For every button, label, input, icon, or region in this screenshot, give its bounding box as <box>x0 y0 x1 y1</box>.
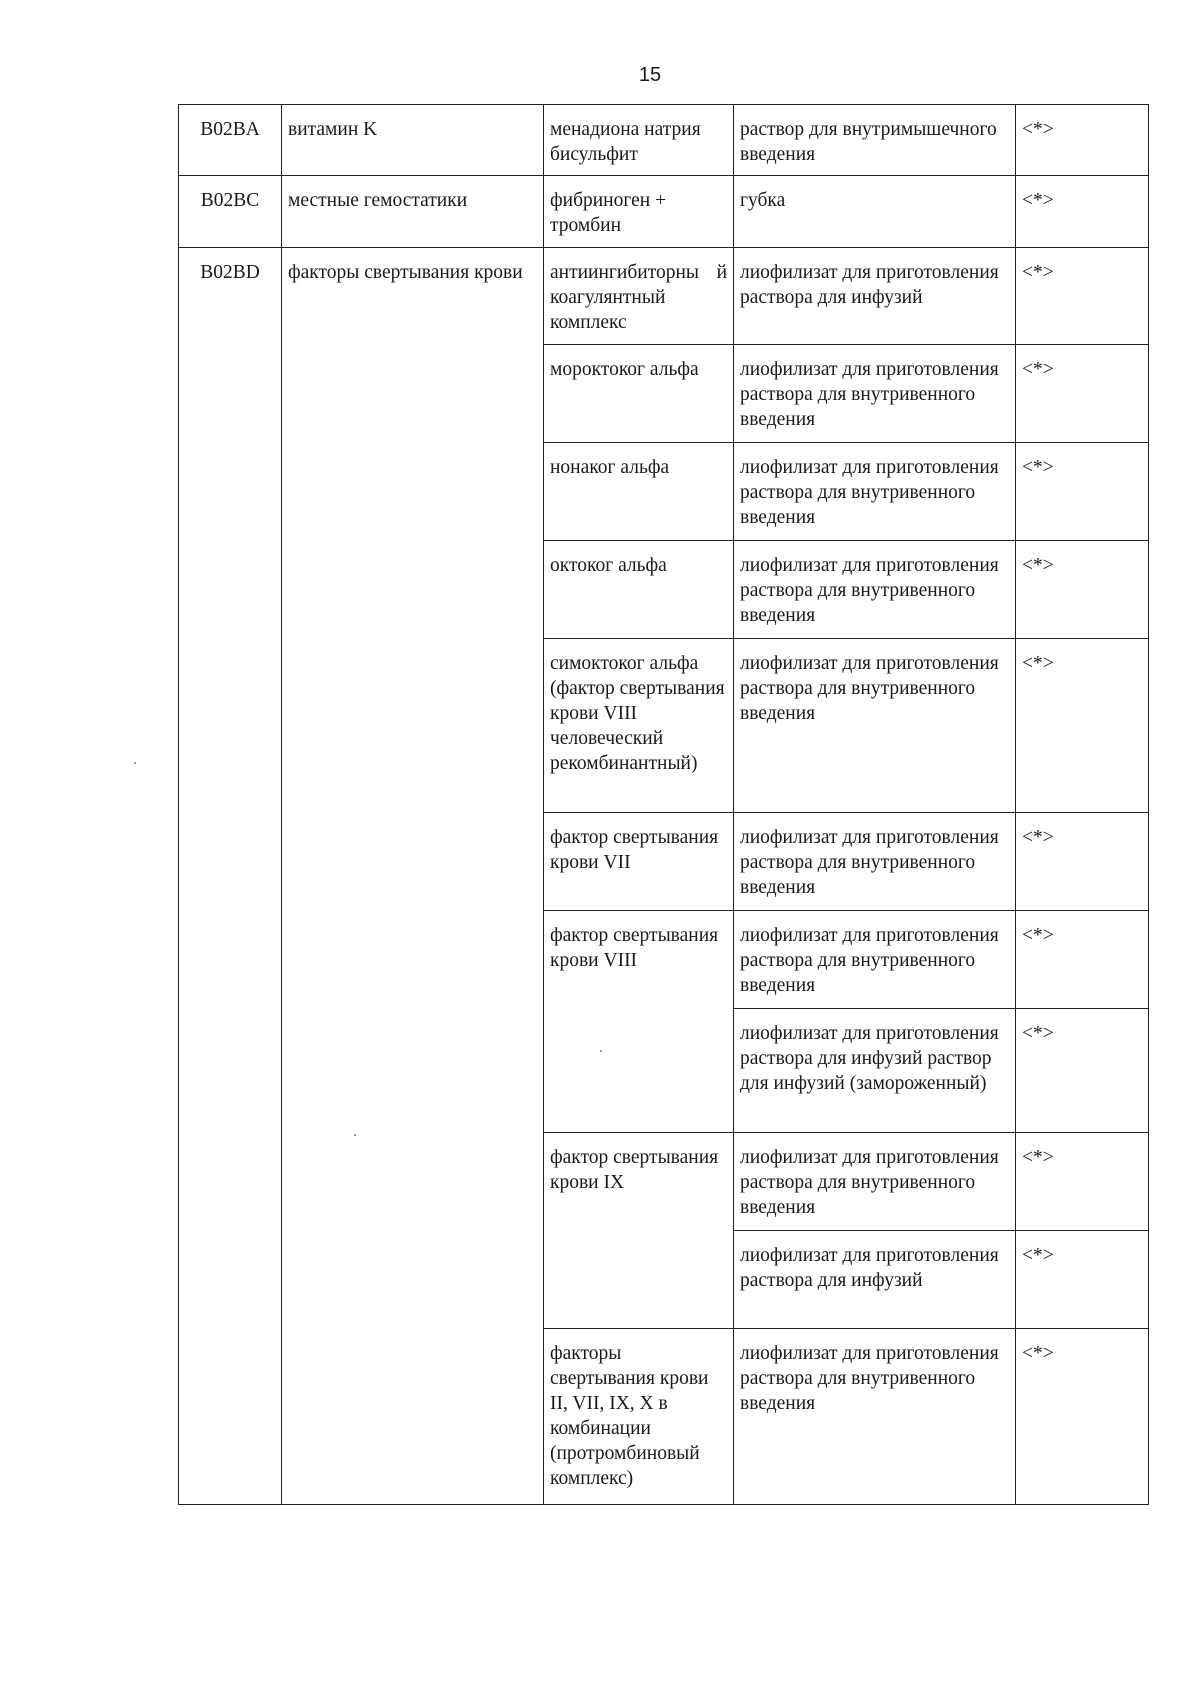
note-cell: <*> <box>1016 176 1149 248</box>
drug-name-cell: фактор свертывания крови VII <box>544 813 734 911</box>
table-row <box>179 176 1149 248</box>
group-cell: факторы свертывания крови <box>282 248 544 1505</box>
dosage-form-cell: лиофилизат для приготовления раствора для внутривенного введения <box>734 1329 1016 1505</box>
page-number: 15 <box>638 64 662 86</box>
note-cell: <*> <box>1016 1133 1149 1231</box>
note-cell: <*> <box>1016 911 1149 1009</box>
note-cell: <*> <box>1016 639 1149 813</box>
dosage-form-cell: лиофилизат для приготовления раствора для инфузий <box>734 1231 1016 1329</box>
dosage-form-cell: лиофилизат для приготовления раствора для внутривенного введения <box>734 443 1016 541</box>
group-cell: местные гемостатики <box>282 176 544 248</box>
note-cell: <*> <box>1016 1231 1149 1329</box>
dosage-form-cell: лиофилизат для приготовления раствора для инфузий <box>734 248 1016 345</box>
scan-speck <box>134 762 136 764</box>
dosage-form-cell: губка <box>734 176 1016 248</box>
note-cell: <*> <box>1016 1009 1149 1133</box>
dosage-form-cell: лиофилизат для приготовления раствора для внутривенного введения <box>734 813 1016 911</box>
drug-name-line: й коагулянтный <box>550 262 727 308</box>
note-cell: <*> <box>1016 248 1149 345</box>
dosage-form-cell: лиофилизат для приготовления раствора для инфузий раствор для инфузий (замороженный) <box>734 1009 1016 1133</box>
drug-name-cell: нонаког альфа <box>544 443 734 541</box>
drug-name-cell: фибриноген + тромбин <box>544 176 734 248</box>
note-cell: <*> <box>1016 105 1149 176</box>
atc-code-cell: B02BD <box>179 248 282 1505</box>
note-cell: <*> <box>1016 541 1149 639</box>
drug-name-cell: мороктоког альфа <box>544 345 734 443</box>
drug-name-cell: менадиона натрия бисульфит <box>544 105 734 176</box>
dosage-form-cell: лиофилизат для приготовления раствора для внутривенного введения <box>734 639 1016 813</box>
drug-name-cell: октоког альфа <box>544 541 734 639</box>
atc-code-cell: B02BA <box>179 105 282 176</box>
drug-name-line: комплекс <box>550 312 627 333</box>
dosage-form-cell: лиофилизат для приготовления раствора для внутривенного введения <box>734 345 1016 443</box>
drug-name-cell <box>544 248 734 345</box>
drug-name-line: антиингибиторны <box>550 262 700 283</box>
note-cell: <*> <box>1016 1329 1149 1505</box>
drug-name-cell: факторы свертывания крови II, VII, IX, X в комбинации (протромбиновый комплекс) <box>544 1329 734 1505</box>
drug-list-table <box>178 104 1149 1505</box>
table-row <box>179 105 1149 176</box>
dosage-form-cell: раствор для внутримышечного введения <box>734 105 1016 176</box>
drug-name-cell: симоктоког альфа (фактор свертывания крови VIII человеческий рекомбинантный) <box>544 639 734 813</box>
note-cell: <*> <box>1016 443 1149 541</box>
atc-code-cell: B02BC <box>179 176 282 248</box>
dosage-form-cell: лиофилизат для приготовления раствора для внутривенного введения <box>734 541 1016 639</box>
note-cell: <*> <box>1016 813 1149 911</box>
table-row <box>179 248 1149 345</box>
drug-name-cell: фактор свертывания крови IX <box>544 1133 734 1329</box>
group-cell: витамин K <box>282 105 544 176</box>
note-cell: <*> <box>1016 345 1149 443</box>
drug-name-cell: фактор свертывания крови VIII <box>544 911 734 1133</box>
dosage-form-cell: лиофилизат для приготовления раствора для внутривенного введения <box>734 911 1016 1009</box>
dosage-form-cell: лиофилизат для приготовления раствора для внутривенного введения <box>734 1133 1016 1231</box>
